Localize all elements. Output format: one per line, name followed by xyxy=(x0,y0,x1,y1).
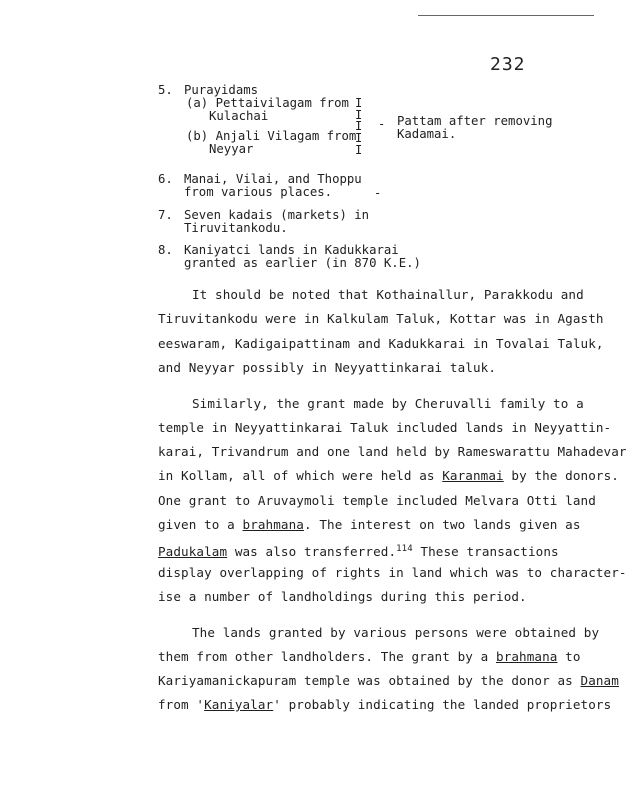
bracket-bar: I xyxy=(355,119,363,133)
paragraph-line xyxy=(158,542,559,559)
list-item-text: Kaniyatci lands in Kadukkarai xyxy=(184,243,399,257)
paragraph-line: The lands granted by various persons were obtained by xyxy=(192,625,600,640)
paragraph-line xyxy=(158,674,619,688)
list-note: Pattam after removing xyxy=(397,114,553,128)
paragraph-line: One grant to Aruvaymoli temple included Melvara Otti land xyxy=(158,493,596,508)
text-run: Kariyamanickapuram temple was obtained by the donor as xyxy=(158,673,581,688)
paragraph-line: karai, Trivandrum and one land held by Rameswarattu Mahadevar xyxy=(158,444,627,459)
dash-mark: - xyxy=(378,117,386,131)
list-item-number: 8. xyxy=(158,243,173,257)
list-item-text: Manai, Vilai, and Thoppu xyxy=(184,172,362,186)
list-item-title: Purayidams xyxy=(184,83,259,97)
list-subitem-a: (a) Pettaivilagam from xyxy=(186,96,349,110)
paragraph-line: Tiruvitankodu were in Kalkulam Taluk, Kottar was in Agasth xyxy=(158,311,604,326)
list-item-text-cont: granted as earlier (in 870 K.E.) xyxy=(184,256,421,270)
paragraph-line: ise a number of landholdings during this period. xyxy=(158,589,527,604)
bracket-bar: I xyxy=(355,143,363,157)
paragraph-line: and Neyyar possibly in Neyyattinkarai taluk. xyxy=(158,360,497,375)
text-run: from ' xyxy=(158,697,205,712)
text-run: in Kollam, all of which were held as xyxy=(158,468,443,483)
list-item-text-cont: Tiruvitankodu. xyxy=(184,221,288,235)
text-run: by the donors. xyxy=(503,468,619,483)
bracket-bar: I xyxy=(355,96,363,110)
list-note-cont: Kadamai. xyxy=(397,127,457,141)
bracket-bar: I xyxy=(355,108,363,122)
paragraph-line: display overlapping of rights in land which was to character- xyxy=(158,565,627,580)
list-item-number: 7. xyxy=(158,208,173,222)
underlined-term: brahmana xyxy=(496,649,558,664)
underlined-term: Karanmai xyxy=(442,468,504,483)
paragraph-line xyxy=(158,650,581,664)
bracket-bar: I xyxy=(355,131,363,145)
dash-mark: - xyxy=(374,186,382,200)
list-subitem-b: (b) Anjali Vilagam from xyxy=(186,129,357,143)
paragraph-line xyxy=(158,518,581,532)
paragraph-line: temple in Neyyattinkarai Taluk included lands in Neyyattin- xyxy=(158,420,612,435)
underlined-term: brahmana xyxy=(242,517,304,532)
page-number: 232 xyxy=(490,54,526,75)
footnote-ref: 114 xyxy=(396,544,413,554)
list-item-number: 6. xyxy=(158,172,173,186)
text-run: them from other landholders. The grant by a xyxy=(158,649,497,664)
paragraph-line xyxy=(158,698,611,712)
underlined-term: Kaniyalar xyxy=(204,697,274,712)
paragraph-line xyxy=(158,469,619,483)
list-subitem-a-cont: Kulachai xyxy=(209,109,269,123)
paragraph-line: eeswaram, Kadigaipattinam and Kadukkarai in Tovalai Taluk, xyxy=(158,336,604,351)
text-run: These transactions xyxy=(412,544,559,560)
list-subitem-b-cont: Neyyar xyxy=(209,142,254,156)
paragraph-line: Similarly, the grant made by Cheruvalli family to a xyxy=(192,396,584,411)
text-run: was also transferred. xyxy=(227,544,397,560)
underlined-term: Padukalam xyxy=(158,544,228,560)
text-run: to xyxy=(557,649,581,664)
text-run: . The interest on two lands given as xyxy=(303,517,581,532)
top-rule xyxy=(418,15,594,16)
list-item-text-cont: from various places. xyxy=(184,185,333,199)
text-run: ' probably indicating the landed proprietors xyxy=(273,697,612,712)
list-item-number: 5. xyxy=(158,83,173,97)
text-run: given to a xyxy=(158,517,243,532)
underlined-term: Danam xyxy=(580,673,619,688)
list-item-text: Seven kadais (markets) in xyxy=(184,208,370,222)
paragraph-line: It should be noted that Kothainallur, Parakkodu and xyxy=(192,287,584,302)
